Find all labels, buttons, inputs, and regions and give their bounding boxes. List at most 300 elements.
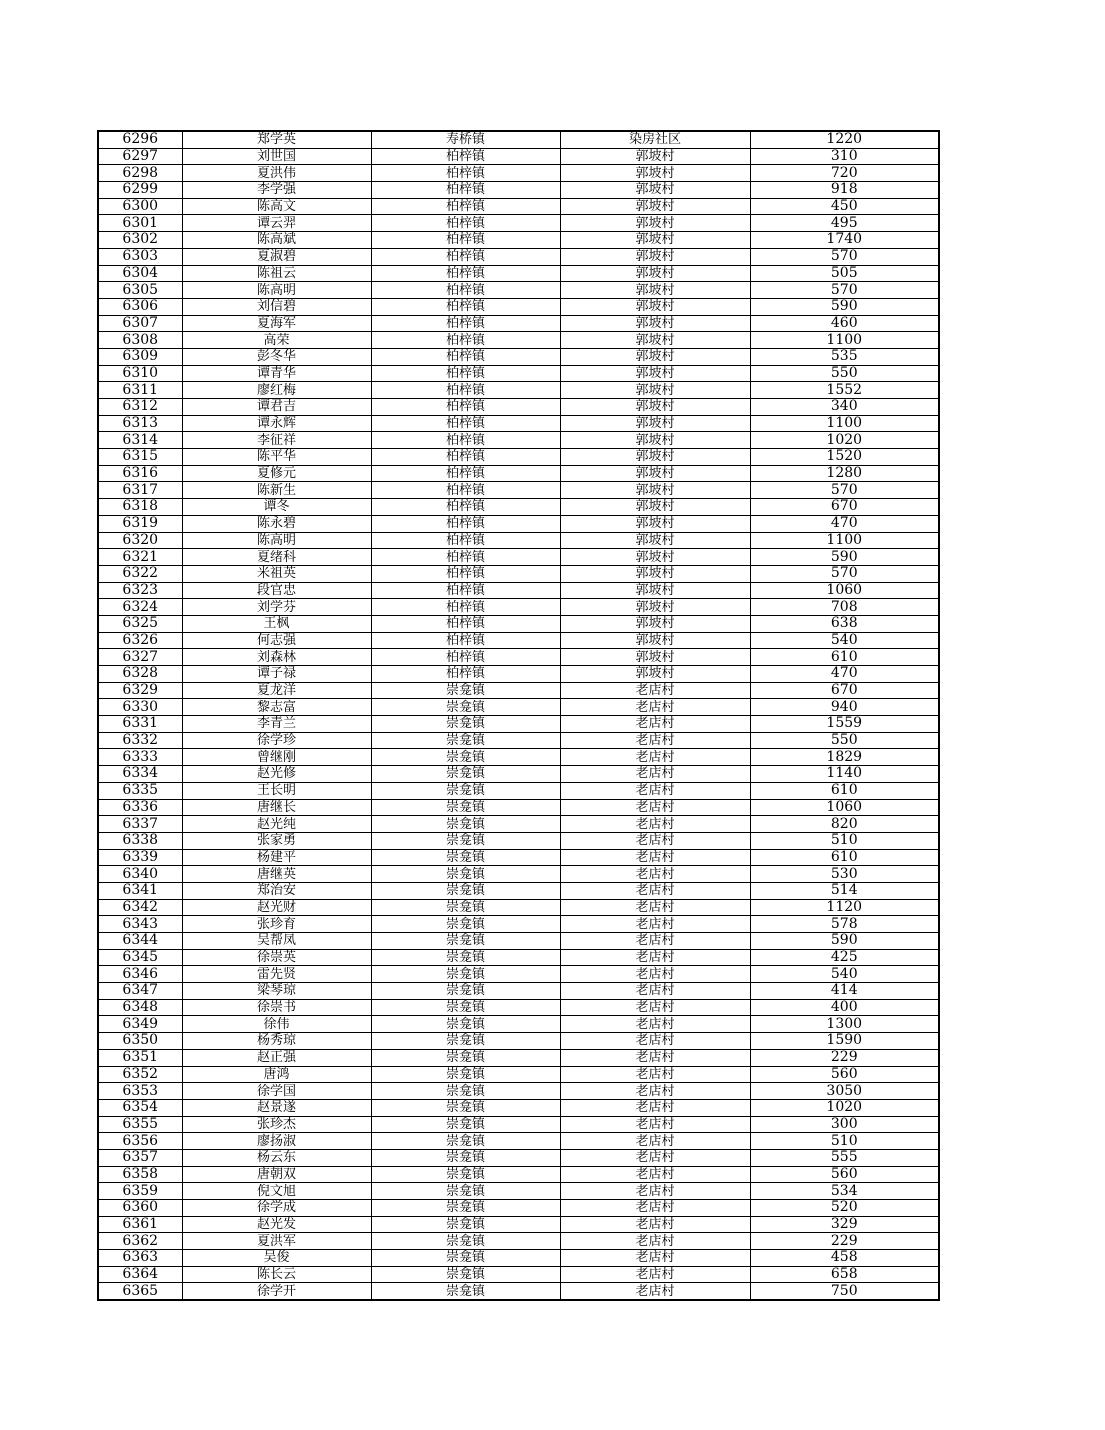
person-name-cell: 刘森林 [182,649,371,666]
table-row [98,1099,939,1116]
row-number-cell: 6345 [98,949,182,966]
village-cell: 郭坡村 [560,565,750,582]
town-cell: 崇龛镇 [371,1133,560,1150]
village-cell: 郭坡村 [560,549,750,566]
amount-cell: 400 [750,999,939,1016]
person-name-cell: 谭青华 [182,365,371,382]
amount-cell: 1559 [750,716,939,733]
table-row [98,215,939,232]
person-name-cell: 徐崇书 [182,999,371,1016]
row-number-cell: 6316 [98,465,182,482]
person-name-cell: 陈高明 [182,282,371,299]
town-cell: 柏梓镇 [371,399,560,416]
town-cell: 柏梓镇 [371,265,560,282]
town-cell: 柏梓镇 [371,666,560,683]
table-row [98,499,939,516]
table-row [98,265,939,282]
town-cell: 柏梓镇 [371,599,560,616]
row-number-cell: 6351 [98,1049,182,1066]
town-cell: 柏梓镇 [371,282,560,299]
village-cell: 老店村 [560,849,750,866]
amount-cell: 560 [750,1066,939,1083]
record-table-body [98,131,939,1300]
row-number-cell: 6303 [98,248,182,265]
person-name-cell: 王长明 [182,782,371,799]
person-name-cell: 梁琴琼 [182,983,371,1000]
amount-cell: 229 [750,1049,939,1066]
table-row [98,365,939,382]
row-number-cell: 6353 [98,1083,182,1100]
village-cell: 老店村 [560,983,750,1000]
village-cell: 老店村 [560,966,750,983]
table-row [98,1116,939,1133]
town-cell: 崇龛镇 [371,849,560,866]
row-number-cell: 6346 [98,966,182,983]
amount-cell: 708 [750,599,939,616]
row-number-cell: 6309 [98,348,182,365]
town-cell: 柏梓镇 [371,615,560,632]
table-row [98,1149,939,1166]
village-cell: 老店村 [560,799,750,816]
person-name-cell: 徐学成 [182,1200,371,1217]
town-cell: 柏梓镇 [371,298,560,315]
town-cell: 柏梓镇 [371,332,560,349]
village-cell: 老店村 [560,1216,750,1233]
town-cell: 柏梓镇 [371,482,560,499]
village-cell: 老店村 [560,1166,750,1183]
town-cell: 柏梓镇 [371,515,560,532]
amount-cell: 505 [750,265,939,282]
amount-cell: 329 [750,1216,939,1233]
town-cell: 崇龛镇 [371,899,560,916]
row-number-cell: 6311 [98,382,182,399]
row-number-cell: 6307 [98,315,182,332]
row-number-cell: 6326 [98,632,182,649]
amount-cell: 495 [750,215,939,232]
person-name-cell: 陈新生 [182,482,371,499]
town-cell: 崇龛镇 [371,816,560,833]
village-cell: 老店村 [560,816,750,833]
town-cell: 柏梓镇 [371,165,560,182]
person-name-cell: 杨建平 [182,849,371,866]
amount-cell: 510 [750,832,939,849]
village-cell: 老店村 [560,1066,750,1083]
town-cell: 柏梓镇 [371,415,560,432]
person-name-cell: 夏修元 [182,465,371,482]
table-row [98,682,939,699]
amount-cell: 820 [750,816,939,833]
person-name-cell: 谭云羿 [182,215,371,232]
row-number-cell: 6355 [98,1116,182,1133]
table-row [98,749,939,766]
row-number-cell: 6354 [98,1099,182,1116]
person-name-cell: 赵光纯 [182,816,371,833]
table-row [98,415,939,432]
village-cell: 老店村 [560,949,750,966]
person-name-cell: 雷先贤 [182,966,371,983]
town-cell: 柏梓镇 [371,348,560,365]
village-cell: 老店村 [560,999,750,1016]
village-cell: 老店村 [560,899,750,916]
table-row [98,866,939,883]
table-row [98,1266,939,1283]
person-name-cell: 夏洪伟 [182,165,371,182]
row-number-cell: 6308 [98,332,182,349]
table-row [98,565,939,582]
amount-cell: 520 [750,1200,939,1217]
row-number-cell: 6325 [98,615,182,632]
table-row [98,732,939,749]
table-row [98,148,939,165]
person-name-cell: 陈长云 [182,1266,371,1283]
person-name-cell: 郑治安 [182,882,371,899]
town-cell: 崇龛镇 [371,682,560,699]
village-cell: 郭坡村 [560,482,750,499]
amount-cell: 550 [750,732,939,749]
amount-cell: 1100 [750,332,939,349]
town-cell: 崇龛镇 [371,1149,560,1166]
village-cell: 老店村 [560,1233,750,1250]
amount-cell: 1590 [750,1033,939,1050]
town-cell: 崇龛镇 [371,1266,560,1283]
person-name-cell: 陈高文 [182,198,371,215]
table-row [98,949,939,966]
person-name-cell: 廖扬淑 [182,1133,371,1150]
amount-cell: 590 [750,933,939,950]
table-row [98,716,939,733]
person-name-cell: 赵正强 [182,1049,371,1066]
row-number-cell: 6359 [98,1183,182,1200]
row-number-cell: 6324 [98,599,182,616]
table-row [98,282,939,299]
row-number-cell: 6340 [98,866,182,883]
town-cell: 崇龛镇 [371,866,560,883]
row-number-cell: 6302 [98,232,182,249]
row-number-cell: 6365 [98,1283,182,1300]
person-name-cell: 黎志富 [182,699,371,716]
row-number-cell: 6306 [98,298,182,315]
town-cell: 柏梓镇 [371,449,560,466]
village-cell: 老店村 [560,732,750,749]
person-name-cell: 夏洪军 [182,1233,371,1250]
row-number-cell: 6362 [98,1233,182,1250]
town-cell: 柏梓镇 [371,248,560,265]
village-cell: 老店村 [560,1149,750,1166]
person-name-cell: 刘信碧 [182,298,371,315]
row-number-cell: 6360 [98,1200,182,1217]
amount-cell: 578 [750,916,939,933]
row-number-cell: 6348 [98,999,182,1016]
row-number-cell: 6297 [98,148,182,165]
amount-cell: 555 [750,1149,939,1166]
person-name-cell: 赵光发 [182,1216,371,1233]
village-cell: 老店村 [560,1116,750,1133]
town-cell: 崇龛镇 [371,999,560,1016]
amount-cell: 1100 [750,532,939,549]
row-number-cell: 6358 [98,1166,182,1183]
village-cell: 郭坡村 [560,182,750,199]
town-cell: 崇龛镇 [371,1049,560,1066]
table-row [98,782,939,799]
amount-cell: 570 [750,248,939,265]
town-cell: 柏梓镇 [371,465,560,482]
town-cell: 柏梓镇 [371,148,560,165]
table-row [98,1283,939,1300]
amount-cell: 540 [750,966,939,983]
table-row [98,515,939,532]
village-cell: 老店村 [560,1283,750,1300]
village-cell: 郭坡村 [560,515,750,532]
person-name-cell: 刘学芬 [182,599,371,616]
town-cell: 崇龛镇 [371,699,560,716]
town-cell: 崇龛镇 [371,882,560,899]
table-row [98,298,939,315]
amount-cell: 918 [750,182,939,199]
table-row [98,198,939,215]
table-row [98,1133,939,1150]
person-name-cell: 赵光财 [182,899,371,916]
amount-cell: 1120 [750,899,939,916]
row-number-cell: 6347 [98,983,182,1000]
person-name-cell: 杨云东 [182,1149,371,1166]
table-row [98,649,939,666]
table-row [98,899,939,916]
person-name-cell: 谭永辉 [182,415,371,432]
person-name-cell: 夏海军 [182,315,371,332]
amount-cell: 470 [750,515,939,532]
village-cell: 老店村 [560,933,750,950]
amount-cell: 1060 [750,799,939,816]
table-row [98,348,939,365]
table-row [98,1233,939,1250]
person-name-cell: 陈祖云 [182,265,371,282]
town-cell: 柏梓镇 [371,649,560,666]
amount-cell: 1140 [750,766,939,783]
amount-cell: 658 [750,1266,939,1283]
town-cell: 崇龛镇 [371,1099,560,1116]
person-name-cell: 刘世国 [182,148,371,165]
village-cell: 老店村 [560,749,750,766]
table-row [98,1183,939,1200]
village-cell: 老店村 [560,1266,750,1283]
table-row [98,131,939,148]
amount-cell: 1300 [750,1016,939,1033]
amount-cell: 458 [750,1250,939,1267]
table-row [98,582,939,599]
amount-cell: 570 [750,482,939,499]
row-number-cell: 6327 [98,649,182,666]
village-cell: 郭坡村 [560,382,750,399]
amount-cell: 414 [750,983,939,1000]
village-cell: 郭坡村 [560,298,750,315]
amount-cell: 460 [750,315,939,332]
person-name-cell: 李学强 [182,182,371,199]
village-cell: 染房社区 [560,131,750,148]
person-name-cell: 杨秀琼 [182,1033,371,1050]
town-cell: 柏梓镇 [371,632,560,649]
row-number-cell: 6333 [98,749,182,766]
village-cell: 老店村 [560,716,750,733]
village-cell: 郭坡村 [560,332,750,349]
village-cell: 老店村 [560,1250,750,1267]
amount-cell: 1829 [750,749,939,766]
row-number-cell: 6301 [98,215,182,232]
table-row [98,1049,939,1066]
person-name-cell: 段官忠 [182,582,371,599]
amount-cell: 1060 [750,582,939,599]
amount-cell: 720 [750,165,939,182]
person-name-cell: 张家勇 [182,832,371,849]
town-cell: 崇龛镇 [371,1216,560,1233]
row-number-cell: 6364 [98,1266,182,1283]
row-number-cell: 6331 [98,716,182,733]
village-cell: 郭坡村 [560,282,750,299]
table-row [98,615,939,632]
table-row [98,933,939,950]
village-cell: 郭坡村 [560,649,750,666]
village-cell: 老店村 [560,882,750,899]
town-cell: 柏梓镇 [371,365,560,382]
amount-cell: 229 [750,1233,939,1250]
village-cell: 老店村 [560,699,750,716]
person-name-cell: 李征祥 [182,432,371,449]
table-row [98,966,939,983]
town-cell: 崇龛镇 [371,732,560,749]
row-number-cell: 6300 [98,198,182,215]
amount-cell: 530 [750,866,939,883]
amount-cell: 1020 [750,432,939,449]
row-number-cell: 6314 [98,432,182,449]
person-name-cell: 夏龙洋 [182,682,371,699]
amount-cell: 1020 [750,1099,939,1116]
town-cell: 柏梓镇 [371,382,560,399]
person-name-cell: 张珍育 [182,916,371,933]
person-name-cell: 陈高斌 [182,232,371,249]
village-cell: 老店村 [560,866,750,883]
person-name-cell: 徐学开 [182,1283,371,1300]
village-cell: 老店村 [560,916,750,933]
village-cell: 郭坡村 [560,415,750,432]
row-number-cell: 6335 [98,782,182,799]
person-name-cell: 王枫 [182,615,371,632]
row-number-cell: 6344 [98,933,182,950]
amount-cell: 610 [750,849,939,866]
row-number-cell: 6342 [98,899,182,916]
row-number-cell: 6357 [98,1149,182,1166]
town-cell: 崇龛镇 [371,1233,560,1250]
table-row [98,449,939,466]
person-name-cell: 吴帮凤 [182,933,371,950]
row-number-cell: 6299 [98,182,182,199]
village-cell: 郭坡村 [560,348,750,365]
person-name-cell: 唐鸿 [182,1066,371,1083]
row-number-cell: 6321 [98,549,182,566]
table-row [98,632,939,649]
table-row [98,832,939,849]
village-cell: 郭坡村 [560,615,750,632]
amount-cell: 750 [750,1283,939,1300]
village-cell: 郭坡村 [560,465,750,482]
town-cell: 崇龛镇 [371,1250,560,1267]
person-name-cell: 陈永碧 [182,515,371,532]
table-row [98,532,939,549]
table-row [98,248,939,265]
row-number-cell: 6318 [98,499,182,516]
town-cell: 崇龛镇 [371,1033,560,1050]
village-cell: 老店村 [560,1083,750,1100]
town-cell: 崇龛镇 [371,916,560,933]
village-cell: 老店村 [560,1049,750,1066]
village-cell: 郭坡村 [560,399,750,416]
town-cell: 柏梓镇 [371,582,560,599]
amount-cell: 610 [750,649,939,666]
row-number-cell: 6319 [98,515,182,532]
town-cell: 崇龛镇 [371,749,560,766]
village-cell: 郭坡村 [560,248,750,265]
table-row [98,482,939,499]
row-number-cell: 6328 [98,666,182,683]
table-row [98,916,939,933]
row-number-cell: 6312 [98,399,182,416]
table-row [98,315,939,332]
village-cell: 老店村 [560,1200,750,1217]
village-cell: 郭坡村 [560,165,750,182]
row-number-cell: 6310 [98,365,182,382]
amount-cell: 560 [750,1166,939,1183]
town-cell: 崇龛镇 [371,1283,560,1300]
table-row [98,399,939,416]
town-cell: 崇龛镇 [371,799,560,816]
village-cell: 郭坡村 [560,449,750,466]
village-cell: 郭坡村 [560,215,750,232]
table-row [98,1166,939,1183]
person-name-cell: 何志强 [182,632,371,649]
table-row [98,232,939,249]
row-number-cell: 6343 [98,916,182,933]
amount-cell: 550 [750,365,939,382]
person-name-cell: 廖红梅 [182,382,371,399]
amount-cell: 3050 [750,1083,939,1100]
village-cell: 老店村 [560,782,750,799]
table-row [98,983,939,1000]
village-cell: 郭坡村 [560,532,750,549]
village-cell: 老店村 [560,1133,750,1150]
amount-cell: 610 [750,782,939,799]
village-cell: 郭坡村 [560,632,750,649]
row-number-cell: 6356 [98,1133,182,1150]
row-number-cell: 6334 [98,766,182,783]
row-number-cell: 6352 [98,1066,182,1083]
town-cell: 崇龛镇 [371,1116,560,1133]
row-number-cell: 6339 [98,849,182,866]
town-cell: 崇龛镇 [371,716,560,733]
row-number-cell: 6313 [98,415,182,432]
amount-cell: 670 [750,499,939,516]
person-name-cell: 陈平华 [182,449,371,466]
village-cell: 郭坡村 [560,365,750,382]
person-name-cell: 唐继长 [182,799,371,816]
table-row [98,882,939,899]
row-number-cell: 6322 [98,565,182,582]
amount-cell: 590 [750,298,939,315]
amount-cell: 570 [750,565,939,582]
village-cell: 郭坡村 [560,599,750,616]
amount-cell: 1520 [750,449,939,466]
town-cell: 柏梓镇 [371,432,560,449]
village-cell: 郭坡村 [560,499,750,516]
amount-cell: 535 [750,348,939,365]
amount-cell: 1100 [750,415,939,432]
